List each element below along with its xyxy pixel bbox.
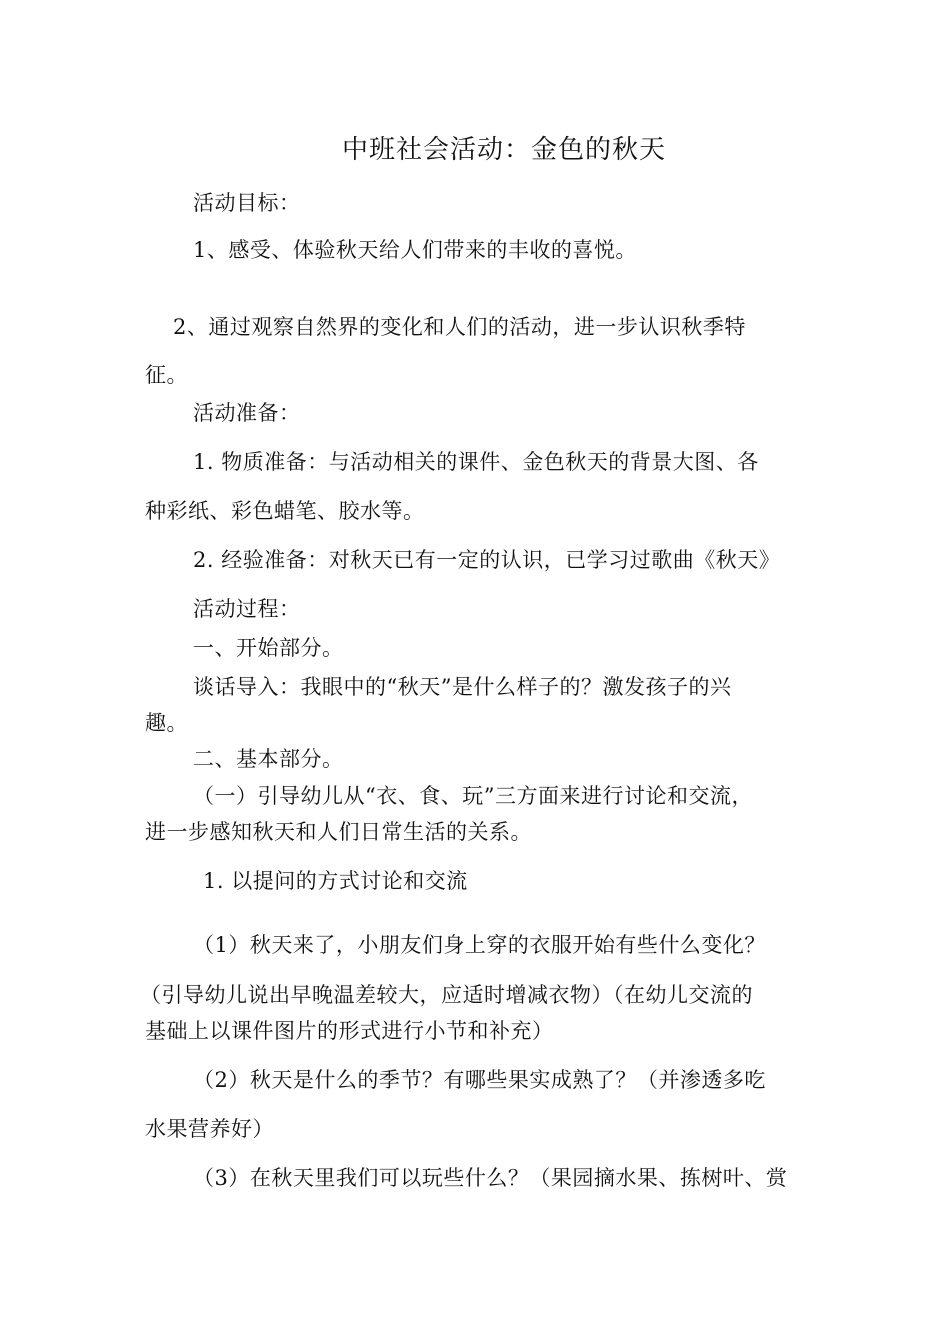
prep-1-line-2: 种彩纸、彩色蜡笔、胶水等。 [145, 499, 425, 523]
heading-goals: 活动目标： [193, 191, 301, 215]
question-1-line-1: （1）秋天来了，小朋友们身上穿的衣服开始有些什么变化？ [193, 933, 766, 957]
document-title: 中班社会活动：金色的秋天 [341, 135, 666, 165]
intro-line-1: 谈话导入：我眼中的“秋天”是什么样子的？激发孩子的兴 [193, 675, 732, 699]
heading-process: 活动过程： [193, 597, 301, 621]
prep-1-line-1: 1. 物质准备：与活动相关的课件、金色秋天的背景大图、各 [193, 450, 759, 474]
question-2-line-2: 水果营养好） [145, 1117, 274, 1141]
question-1-line-2: （引导幼儿说出早晚温差较大，应适时增减衣物）（在幼儿交流的 [140, 983, 753, 1007]
section-1-heading: 一、开始部分。 [193, 636, 344, 660]
question-2-line-1: （2）秋天是什么的季节？有哪些果实成熟了？（并渗透多吃 [193, 1068, 766, 1092]
sub-1-heading: 1. 以提问的方式讨论和交流 [203, 869, 468, 893]
question-3-line-1: （3）在秋天里我们可以玩些什么？（果园摘水果、拣树叶、赏 [193, 1166, 788, 1190]
part-1-line-1: （一）引导幼儿从“衣、食、玩”三方面来进行讨论和交流， [193, 784, 753, 808]
question-1-line-3: 基础上以课件图片的形式进行小节和补充） [145, 1019, 554, 1043]
part-1-line-2: 进一步感知秋天和人们日常生活的关系。 [145, 820, 532, 844]
heading-preparation: 活动准备： [193, 401, 301, 425]
goal-2-line-1: 2、通过观察自然界的变化和人们的活动，进一步认识秋季特 [173, 315, 746, 339]
goal-1: 1、感受、体验秋天给人们带来的丰收的喜悦。 [193, 238, 637, 262]
prep-2: 2. 经验准备：对秋天已有一定的认识，已学习过歌曲《秋天》 [193, 548, 781, 572]
section-2-heading: 二、基本部分。 [193, 747, 344, 771]
goal-2-line-2: 征。 [145, 363, 188, 387]
intro-line-2: 趣。 [145, 711, 188, 735]
